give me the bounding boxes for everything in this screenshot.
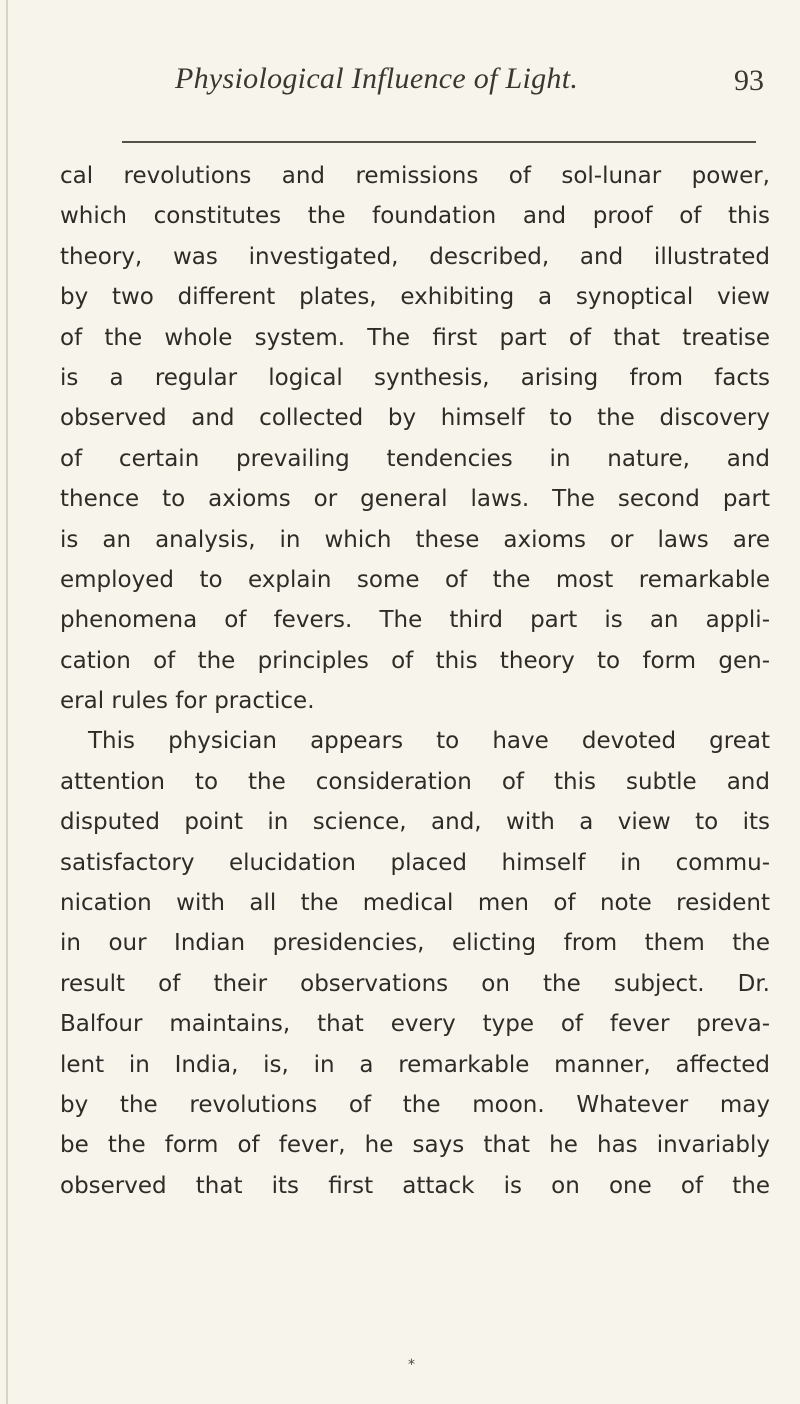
text-line: observed that its first attack is on one of the xyxy=(60,1172,770,1199)
text-line: is an analysis, in which these axioms or laws are xyxy=(60,526,770,553)
text-line: employed to explain some of the most remarkable xyxy=(60,566,770,593)
text-line: thence to axioms or general laws. The second part xyxy=(60,486,770,513)
page-number: 93 xyxy=(734,64,764,97)
text-line: is a regular logical synthesis, arising from facts xyxy=(60,364,770,391)
text-line: lent in India, is, in a remarkable manner, affected xyxy=(60,1051,770,1078)
text-line: Balfour maintains, that every type of fever preva- xyxy=(60,1011,770,1038)
text-line: theory, was investigated, described, and illustrated xyxy=(60,243,770,270)
text-line: satisfactory elucidation placed himself in commu- xyxy=(60,849,770,876)
text-line: This physician appears to have devoted great xyxy=(88,728,770,755)
paragraph-2 xyxy=(60,721,770,1206)
paragraph-1 xyxy=(60,156,770,721)
signature-mark: * xyxy=(408,1357,415,1373)
text-line: in our Indian presidencies, elicting from them the xyxy=(60,930,770,957)
text-line: attention to the consideration of this subtle and xyxy=(60,768,770,795)
text-line: disputed point in science, and, with a view to its xyxy=(60,809,770,836)
text-line: result of their observations on the subject. Dr. xyxy=(60,970,770,997)
page-header xyxy=(120,62,770,118)
body-text xyxy=(60,156,770,1206)
text-line: nication with all the medical men of note resident xyxy=(60,890,770,917)
text-line: be the form of fever, he says that he has invariably xyxy=(60,1132,770,1159)
running-title: Physiological Influence of Light. xyxy=(175,62,579,95)
header-rule xyxy=(122,141,756,143)
text-line: phenomena of fevers. The third part is an appli- xyxy=(60,607,770,634)
text-line: eral rules for practice. xyxy=(60,688,315,715)
text-line: cal revolutions and remissions of sol-lunar power, xyxy=(60,163,770,189)
text-line: of the whole system. The first part of that treatise xyxy=(60,324,770,351)
text-line: cation of the principles of this theory to form gen- xyxy=(60,647,770,674)
text-line: by two different plates, exhibiting a synoptical view xyxy=(60,284,770,311)
text-line: by the revolutions of the moon. Whatever may xyxy=(60,1091,770,1118)
page-edge xyxy=(6,0,8,1404)
text-line: which constitutes the foundation and proof of this xyxy=(60,203,770,230)
text-line: of certain prevailing tendencies in nature, and xyxy=(60,445,770,472)
text-line: observed and collected by himself to the discovery xyxy=(60,405,770,432)
